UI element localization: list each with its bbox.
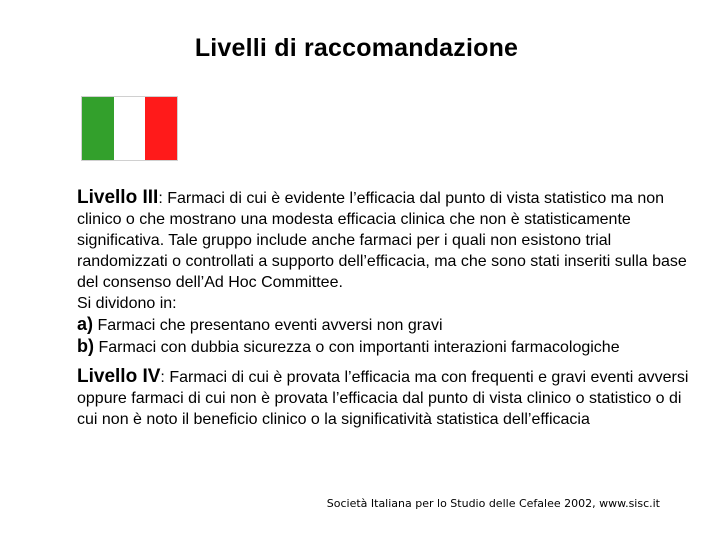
level-iii-heading: Livello III: [77, 187, 159, 208]
flag-stripe-green: [82, 97, 114, 160]
level-iv-paragraph: [77, 366, 697, 430]
flag-stripe-white: [114, 97, 146, 160]
italian-flag-icon: [82, 97, 177, 160]
recommendation-content: [77, 187, 697, 430]
level-iv-heading: Livello IV: [77, 366, 161, 387]
item-b-letter: b): [77, 336, 94, 356]
level-iii-divide-intro: Si dividono in:: [77, 295, 177, 312]
level-iii-item-b: [77, 336, 697, 358]
item-a-text: Farmaci che presentano eventi avversi non gravi: [93, 317, 443, 334]
item-a-letter: a): [77, 314, 94, 334]
level-iii-text: : Farmaci di cui è evidente l’efficacia dal punto di vista statistico ma non clinico o che mostrano una modesta efficacia clinica che non è statisticamente significativa. Tale gruppo include anche farmaci per i quali non esistono trial randomizzati o controllati a supporto dell’efficacia, ma che sono stati inseriti sulla base del consenso dell’Ad Hoc Committee.: [77, 190, 687, 291]
level-iii-item-a: [77, 314, 697, 336]
slide-title: Livelli di raccomandazione: [194, 34, 519, 62]
level-iv-text: : Farmaci di cui è provata l’efficacia ma con frequenti e gravi eventi avversi oppure farmaci di cui non è provata l’efficacia dal punto di vista clinico o statistico o di cui non è noto il beneficio clinico o la significatività statistica dell’efficacia: [77, 369, 689, 428]
source-citation: Società Italiana per lo Studio delle Cefalee 2002, www.sisc.it: [326, 497, 660, 510]
item-b-text: Farmaci con dubbia sicurezza o con importanti interazioni farmacologiche: [94, 339, 620, 356]
level-iii-paragraph: [77, 187, 697, 293]
flag-stripe-red: [145, 97, 177, 160]
